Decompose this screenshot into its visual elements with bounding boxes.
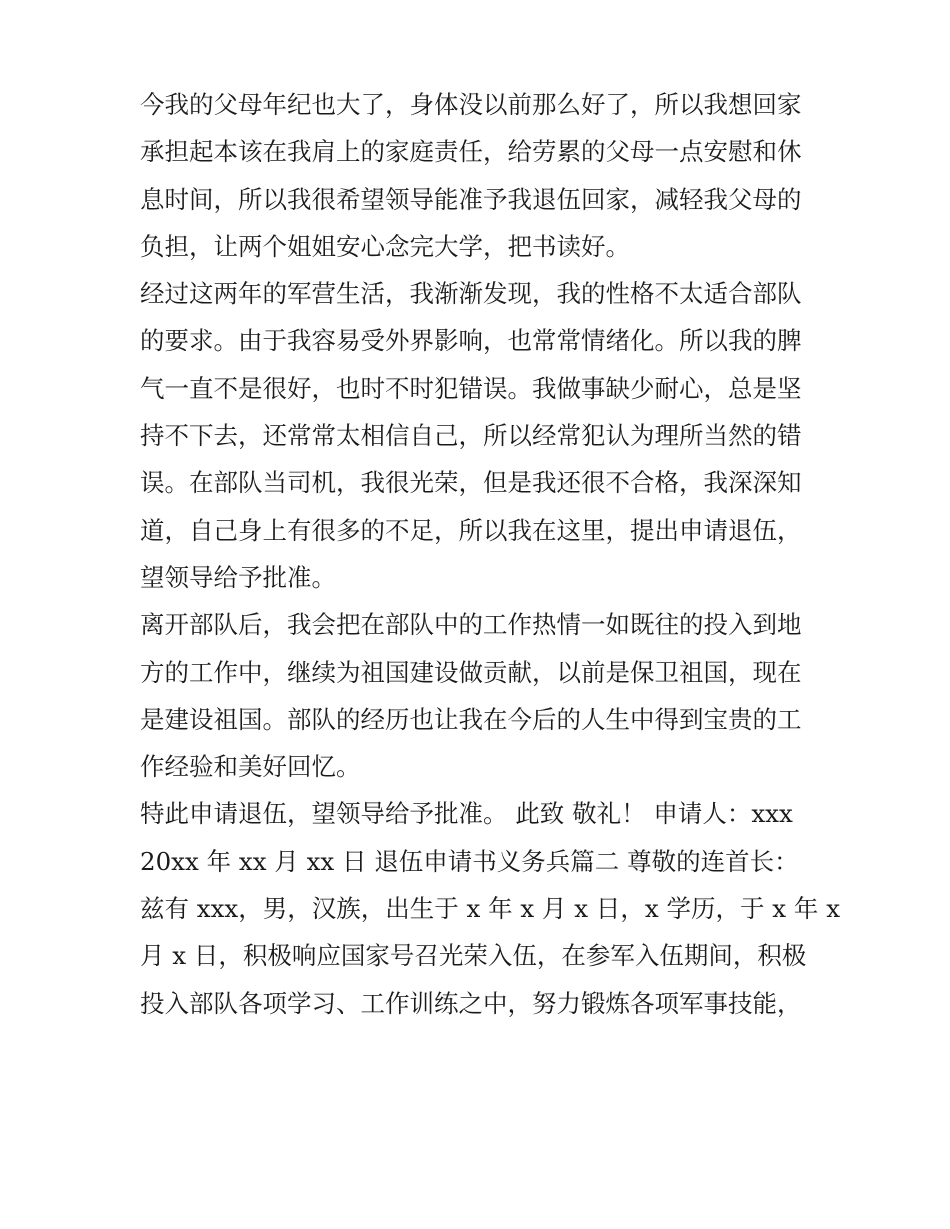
text-line: 误。在部队当司机，我很光荣，但是我还很不合格，我深深知 (140, 468, 802, 498)
text-line: 息时间，所以我很希望领导能准予我退伍回家，减轻我父母的 (140, 184, 802, 214)
text-line: 离开部队后，我会把在部队中的工作热情一如既往的投入到地 (140, 610, 802, 640)
text-line: 经过这两年的军营生活，我渐渐发现，我的性格不太适合部队 (140, 279, 802, 309)
text-line: 持不下去，还常常太相信自己，所以经常犯认为理所当然的错 (140, 421, 802, 451)
text-line: 月 x 日，积极响应国家号召光荣入伍，在参军入伍期间，积极 (140, 941, 807, 971)
text-line: 作经验和美好回忆。 (140, 752, 361, 782)
text-line: 承担起本该在我肩上的家庭责任，给劳累的父母一点安慰和休 (140, 137, 802, 167)
document-body (140, 81, 841, 1027)
text-line: 投入部队各项学习、工作训练之中，努力锻炼各项军事技能， (140, 988, 802, 1018)
text-line: 兹有 xxx，男，汉族，出生于 x 年 x 月 x 日，x 学历，于 x 年 x (140, 894, 841, 924)
text-line: 的要求。由于我容易受外界影响，也常常情绪化。所以我的脾 (140, 326, 802, 356)
text-line: 今我的父母年纪也大了，身体没以前那么好了，所以我想回家 (140, 90, 802, 119)
text-line: 是建设祖国。部队的经历也让我在今后的人生中得到宝贵的工 (140, 704, 802, 734)
text-line: 道，自己身上有很多的不足，所以我在这里，提出申请退伍， (140, 515, 802, 545)
text-line: 望领导给予批准。 (140, 562, 336, 592)
text-line: 气一直不是很好，也时不时犯错误。我做事缺少耐心，总是坚 (140, 373, 802, 403)
text-line: 特此申请退伍，望领导给予批准。 此致 敬礼！ 申请人：xxx (140, 799, 793, 829)
text-line: 负担，让两个姐姐安心念完大学，把书读好。 (140, 231, 630, 261)
text-line: 方的工作中，继续为祖国建设做贡献，以前是保卫祖国，现在 (140, 657, 802, 687)
text-line: 20xx 年 xx 月 xx 日 退伍申请书义务兵篇二 尊敬的连首长： (140, 846, 799, 876)
